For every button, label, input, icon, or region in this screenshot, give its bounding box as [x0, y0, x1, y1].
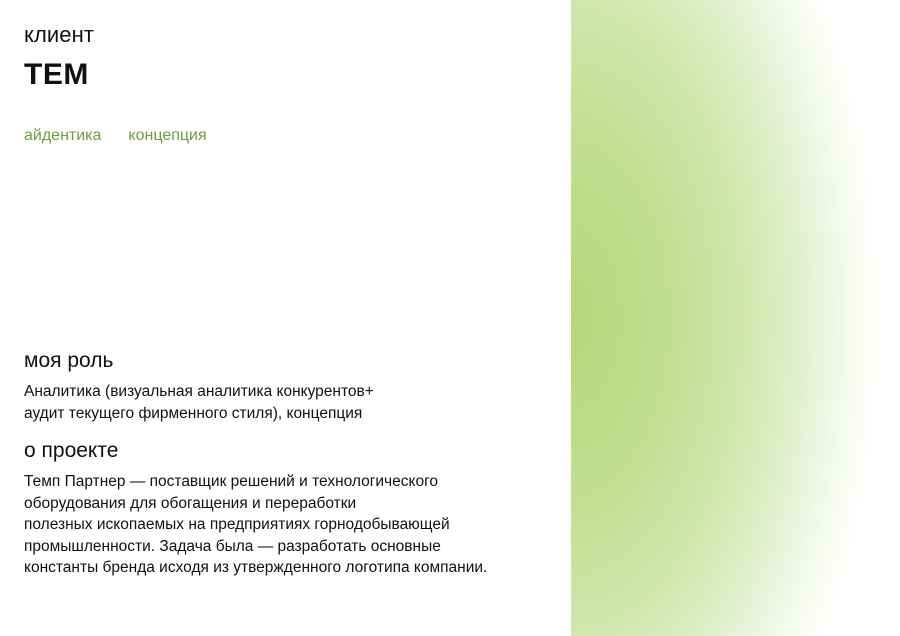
project-tags	[24, 126, 207, 146]
tag-concept[interactable]: концепция	[128, 127, 207, 144]
client-name: ТЕМ	[24, 58, 89, 91]
client-label: клиент	[24, 22, 95, 47]
role-title: моя роль	[24, 349, 114, 372]
tag-identity[interactable]: айдентика	[24, 127, 102, 144]
green-gradient-visual	[571, 0, 900, 636]
about-description: Темп Партнер — поставщик решений и технологического оборудования для обогащения и переработки полезных ископаемых на предприятиях горнодобывающей промышленности. Задача была — разработать основные константы бренда исходя из утвержденного логотипа компании.	[24, 473, 488, 576]
about-title: о проекте	[24, 439, 119, 462]
role-description: Аналитика (визуальная аналитика конкурентов+ аудит текущего фирменного стиля), концепция	[24, 383, 374, 422]
